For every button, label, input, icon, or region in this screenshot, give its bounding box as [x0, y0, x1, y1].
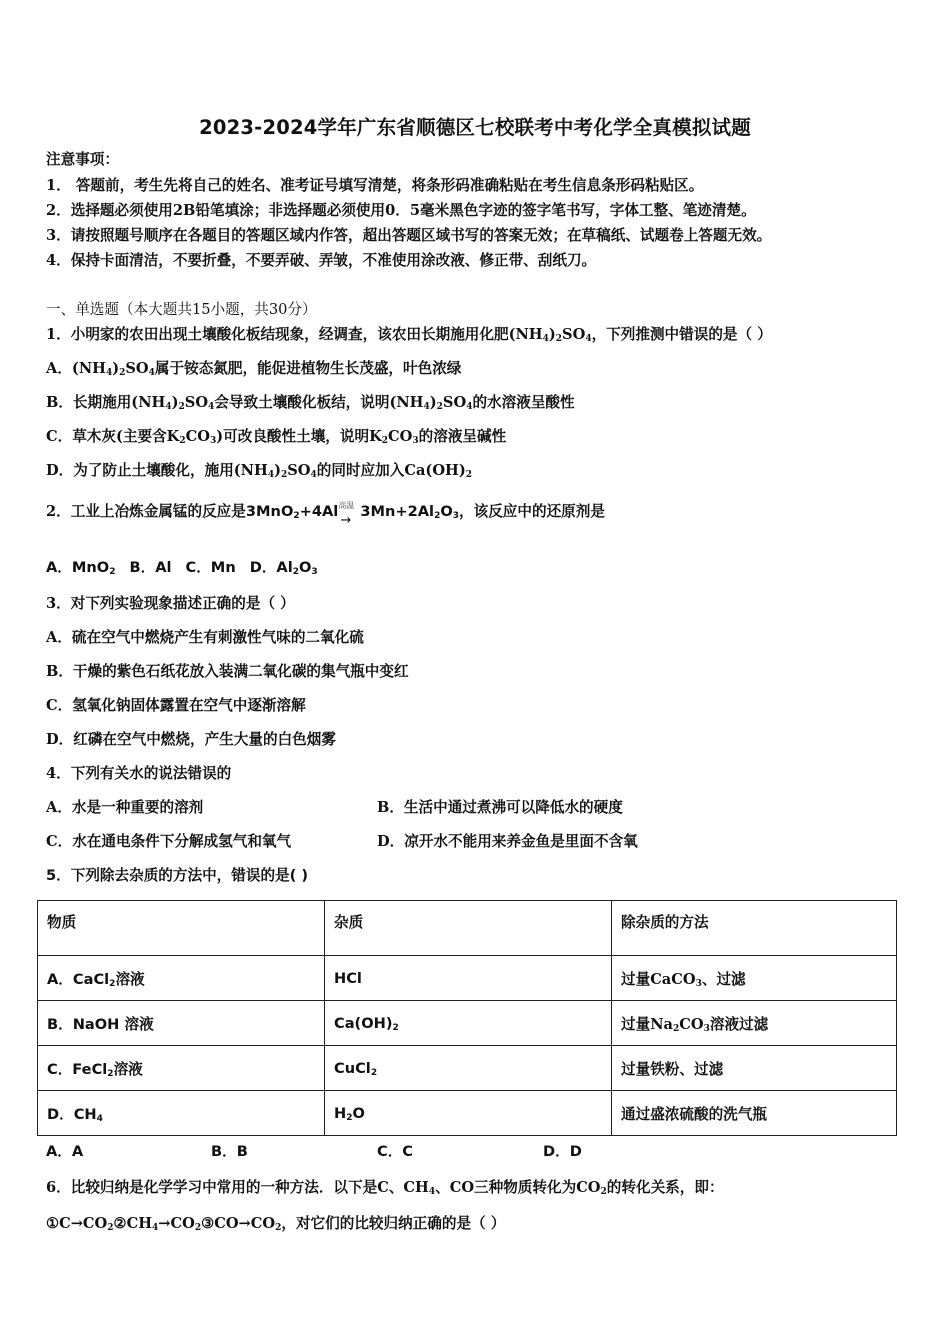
question-6-stem: 6．比较归纳是化学学习中常用的一种方法．以下是C、$CH_4$、CO三种物质转化为$CO_2$的转化关系，即： [46, 1179, 724, 1197]
table-header-cell: 除杂质的方法 [612, 901, 897, 956]
question-4-option-a[interactable]: A．水是一种重要的溶剂 [46, 799, 204, 816]
question-3-stem: 3．对下列实验现象描述正确的是（ ） [46, 595, 295, 612]
table-cell: 通过盛浓硫酸的洗气瓶 [612, 1091, 897, 1136]
reaction-arrow: 高温 → [338, 501, 355, 528]
table-row [38, 1046, 897, 1091]
table-cell: B．NaOH 溶液 [38, 1001, 325, 1046]
table-header-cell: 物质 [38, 901, 325, 956]
question-3-option-c[interactable]: C．氢氧化钠固体露置在空气中逐渐溶解 [46, 697, 306, 714]
question-3-option-a[interactable]: A．硫在空气中燃烧产生有刺激性气味的二氧化硫 [46, 629, 364, 646]
table-row [38, 1091, 897, 1136]
question-3-option-d[interactable]: D．红磷在空气中燃烧，产生大量的白色烟雾 [46, 731, 336, 748]
question-1-option-c[interactable]: C．草木灰(主要含$K_2CO_3$)可改良酸性土壤，说明$K_2CO_3$的溶液呈碱性 [46, 428, 507, 446]
table-cell: $Ca(OH)_2$ [325, 1001, 612, 1046]
notice-item: 2．选择题必须使用2B铅笔填涂；非选择题必须使用0．5毫米黑色字迹的签字笔书写，字体工整、笔迹清楚。 [46, 202, 756, 219]
question-4-option-d[interactable]: D．凉开水不能用来养金鱼是里面不含氧 [377, 833, 638, 850]
question-2-option-a[interactable]: A．MnO$_2$ [46, 559, 116, 577]
notice-item: 4．保持卡面清洁，不要折叠，不要弄破、弄皱，不准使用涂改液、修正带、刮纸刀。 [46, 252, 597, 269]
question-1-option-b[interactable]: B．长期施用$(NH_4)_2SO_4$会导致土壤酸化板结，说明$(NH_4)_2SO_4$的水溶液呈酸性 [46, 394, 575, 412]
table-cell: D．$CH_4$ [38, 1091, 325, 1136]
table-row [38, 1001, 897, 1046]
question-2-option-b[interactable]: B．Al [129, 559, 172, 576]
question-5-stem: 5．下列除去杂质的方法中，错误的是( ) [46, 867, 309, 884]
impurity-table [37, 900, 897, 1136]
table-cell: CuCl$_2$ [325, 1046, 612, 1091]
question-5-answer-c[interactable]: C．C [377, 1143, 414, 1160]
question-4-option-c[interactable]: C．水在通电条件下分解成氢气和氧气 [46, 833, 292, 850]
question-3-option-b[interactable]: B．干燥的紫色石纸花放入装满二氧化碳的集气瓶中变红 [46, 663, 409, 680]
table-cell: 过量铁粉、过滤 [612, 1046, 897, 1091]
table-cell: 过量CaCO$_3$、过滤 [612, 956, 897, 1001]
table-header-cell: 杂质 [325, 901, 612, 956]
notice-item: 3．请按照题号顺序在各题目的答题区域内作答，超出答题区域书写的答案无效；在草稿纸、试题卷上答题无效。 [46, 227, 772, 244]
table-cell: 过量$Na_2CO_3$溶液过滤 [612, 1001, 897, 1046]
question-4-stem: 4．下列有关水的说法错误的 [46, 765, 232, 782]
notice-item: 1． 答题前，考生先将自己的姓名、准考证号填写清楚，将条形码准确粘贴在考生信息条形码粘贴区。 [46, 177, 704, 194]
table-cell: HCl [325, 956, 612, 1001]
section-heading: 一、单选题（本大题共15小题，共30分） [46, 301, 317, 318]
question-2-options [46, 558, 332, 578]
question-2-option-c[interactable]: C．Mn [185, 559, 236, 576]
question-4-option-b[interactable]: B．生活中通过煮沸可以降低水的硬度 [377, 799, 623, 816]
question-1-option-a[interactable]: A．$(NH_4)_2SO_4$属于铵态氮肥，能促进植物生长茂盛，叶色浓绿 [46, 360, 462, 378]
question-5-answer-b[interactable]: B．B [211, 1143, 248, 1160]
table-header-row [38, 901, 897, 956]
question-5-answer-a[interactable]: A．A [46, 1143, 84, 1160]
notice-heading: 注意事项： [46, 151, 119, 168]
table-cell: $H_2O$ [325, 1091, 612, 1136]
table-row [38, 956, 897, 1001]
question-1-stem: 1．小明家的农田出现土壤酸化板结现象，经调查，该农田长期施用化肥$(NH_4)_2SO_4$，下列推测中错误的是（ ） [46, 326, 772, 344]
question-2-stem: 2．工业上冶炼金属锰的反应是3MnO$_2$+4Al 高温 → $3Mn+2Al_2O_3$，该反应中的还原剂是 [46, 501, 605, 528]
table-cell: C．FeCl$_2$溶液 [38, 1046, 325, 1091]
table-cell: A．CaCl$_2$溶液 [38, 956, 325, 1001]
page-title: 2023-2024学年广东省顺德区七校联考中考化学全真模拟试题 [199, 116, 751, 139]
question-2-option-d[interactable]: D．$Al_2O_3$ [249, 559, 318, 577]
question-6-relations: $①C\to CO_2②CH_4\to CO_2③CO\to CO_2$，对它们的比较归纳正确的是（ ） [46, 1215, 506, 1233]
question-1-option-d[interactable]: D．为了防止土壤酸化，施用$(NH_4)_2SO_4$的同时应加入$Ca(OH)_2$ [46, 462, 473, 480]
question-5-answer-d[interactable]: D．D [543, 1143, 582, 1160]
